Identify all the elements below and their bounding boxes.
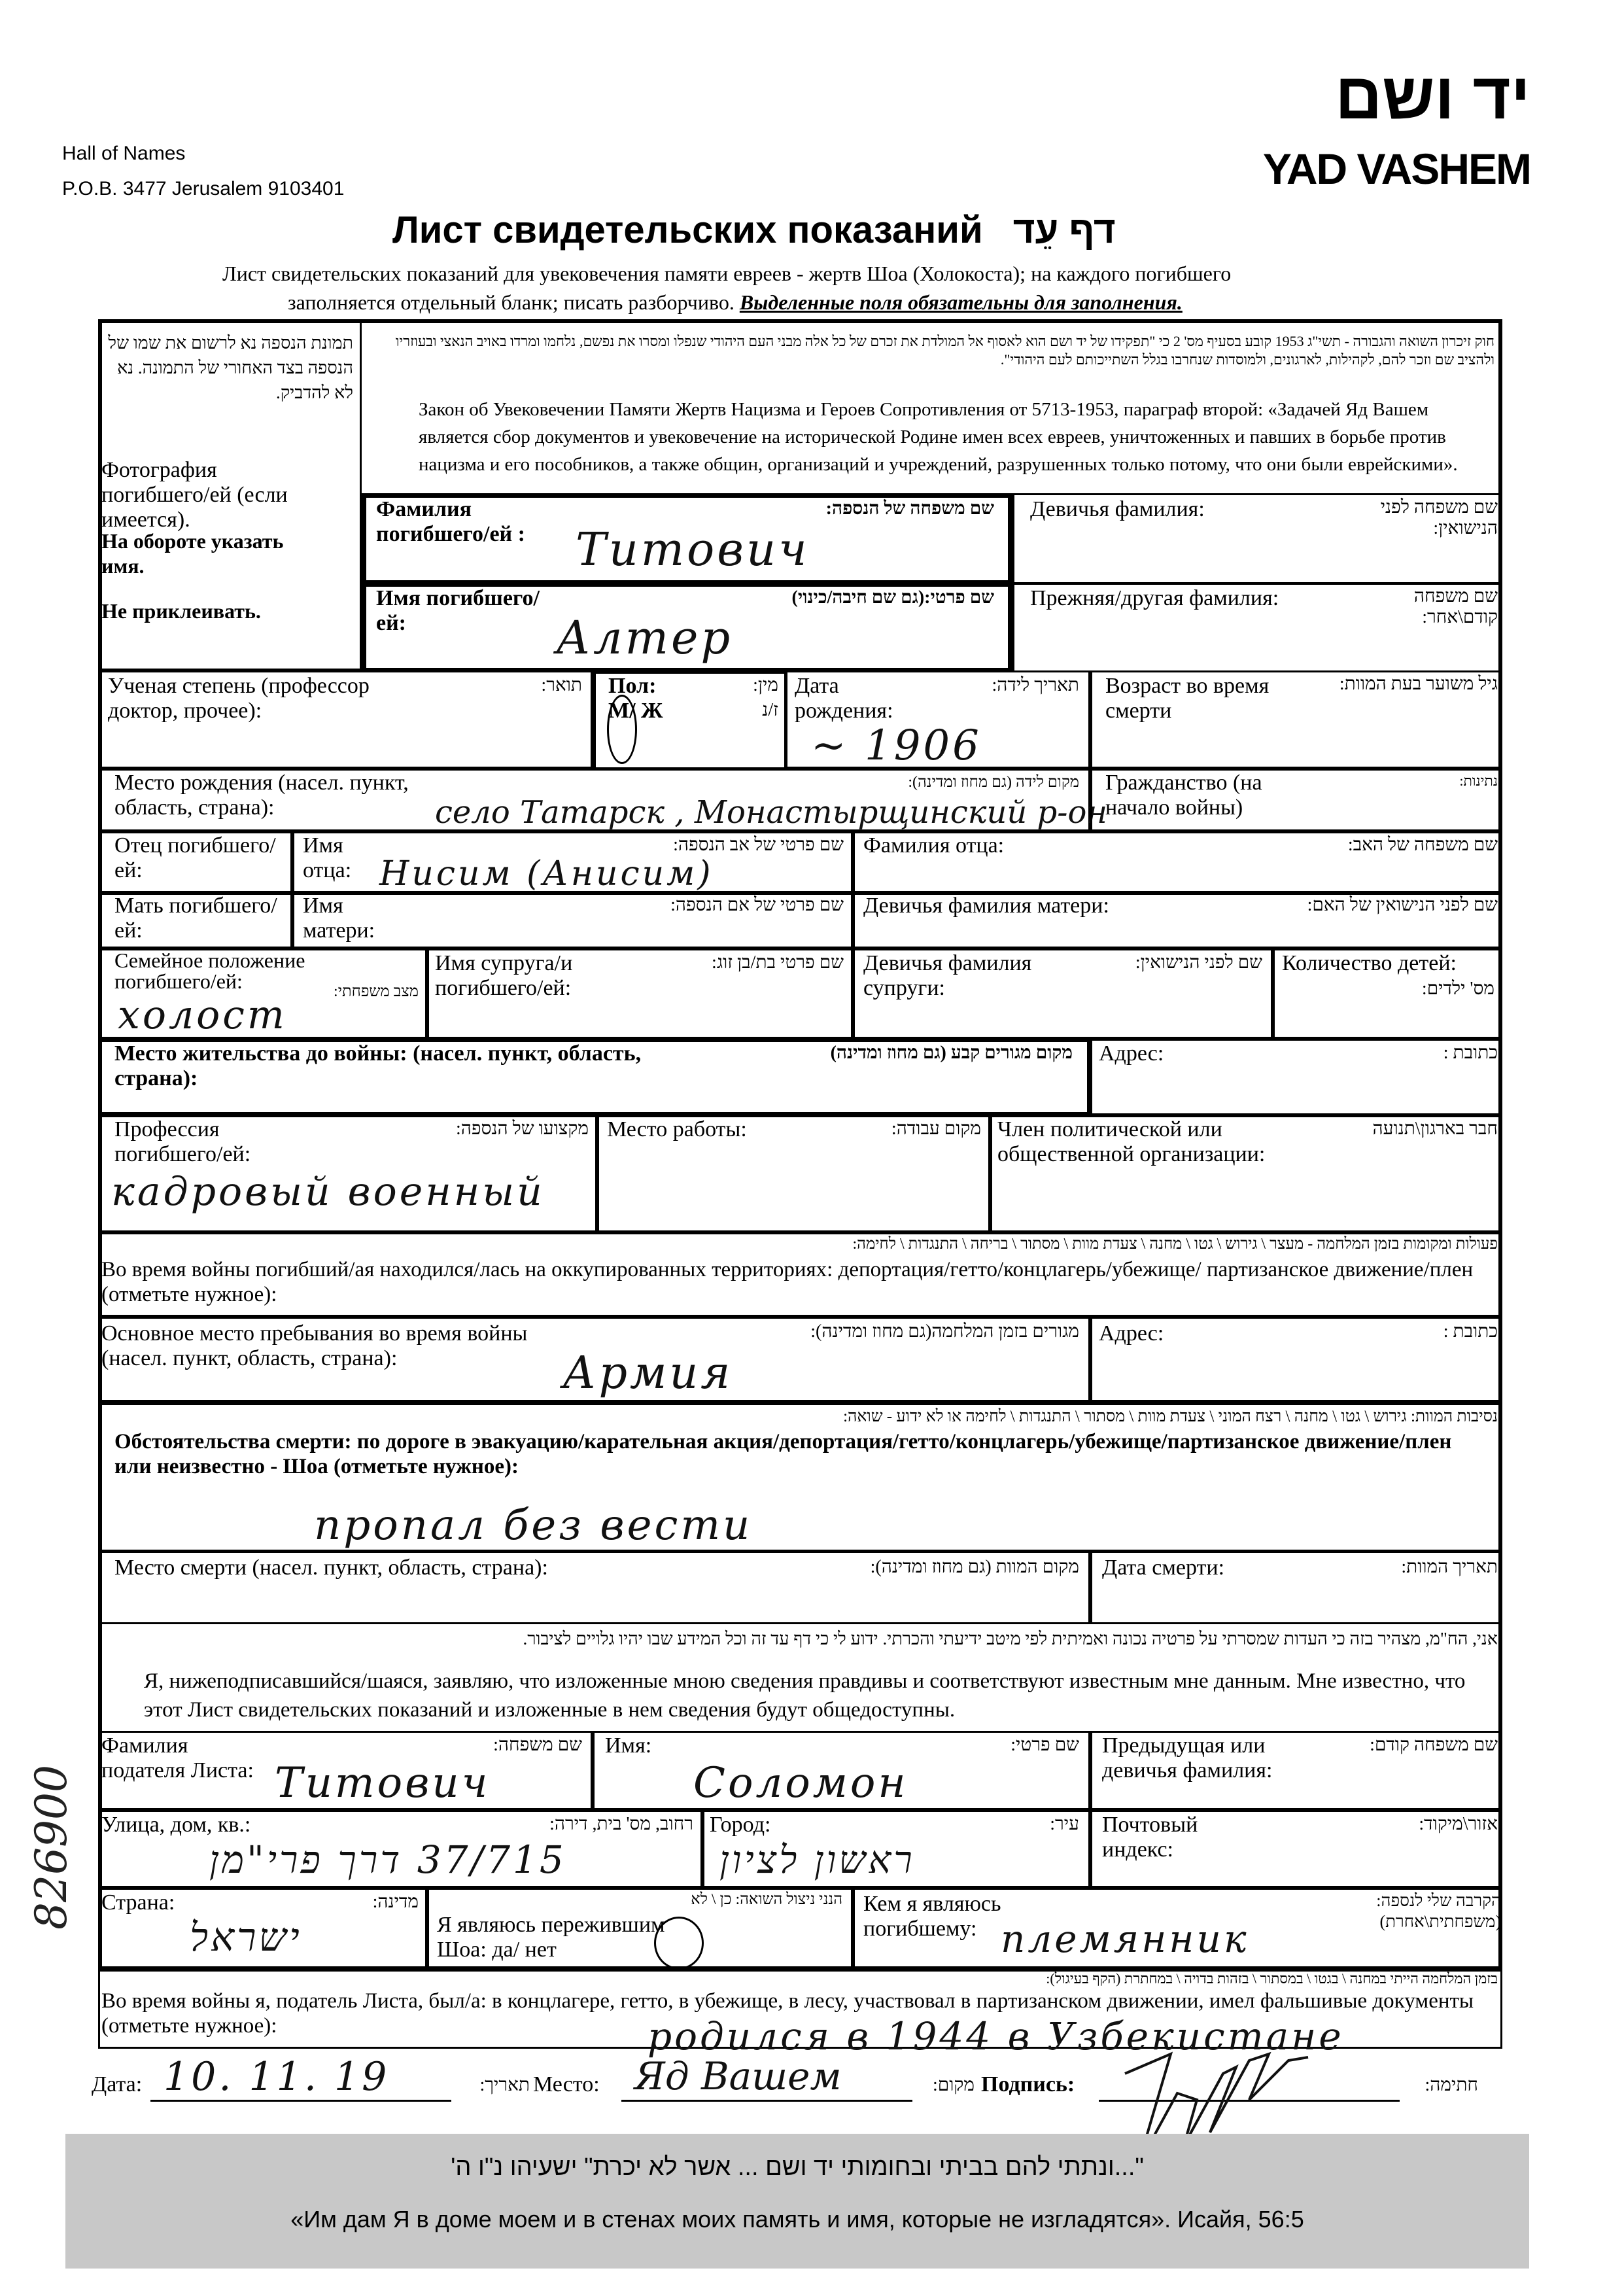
submitter-war-value: родился в 1944 в Узбекистане [648,2014,1344,2059]
death-circumstances-label: Обстоятельства смерти: по дороге в эвакуацию/карательная акция/депортация/гетто/концлагерь/убежище/партизанское движение/плен или неизвестно - Шоа (отметьте нужное): [114,1430,1452,1478]
stamp-hebrew: חתימה: [1425,2075,1478,2095]
margin-record-number: 826900 [26,1765,77,1930]
submitter-street-hebrew: רחוב, מס' בית, דירה: [549,1814,693,1834]
mother-name-hebrew: שם פרטי של אם הנספה: [670,895,844,915]
father-surname-hebrew: שם משפחה של האב: [1347,835,1498,855]
photo-hebrew: תמונת הנספה נא לרשום את שמו של הנספה בצד האחורי של התמונה. נא לא להדביק. [108,333,353,402]
spouse-name-hebrew: שם פרטי בת/בן זוג: [712,952,844,973]
birth-date-value: ~ 1906 [811,722,982,770]
death-circumstances-hebrew: נסיבות המוות: גירוש \ גטו \ מחנה \ רצח המוני \ צעדת מוות \ מסתור \ התנגדות \ לחימה או לא ידוע - שואה: [843,1408,1498,1425]
birth-date-hebrew: תאריך לידה: [992,675,1079,695]
org-address: P.O.B. 3477 Jerusalem 9103401 [62,178,345,200]
victim-surname-label: Фамилия погибшего/ей : [376,497,525,546]
citizenship-hebrew: נתינות: [1459,773,1498,789]
submitter-street-value: 37/715 דרך פרי"מן [209,1837,566,1882]
place-label: Место: [533,2072,600,2096]
children-count-label: Количество детей: [1282,951,1457,975]
spouse-maiden-hebrew: שם לפני הנישואין: [1135,952,1262,973]
survivor-hebrew: הנני ניצול השואה: כן \ לא [691,1891,842,1908]
birthplace-value: село Татарск , Монастырщинский р-он [435,794,1107,831]
residence-address-hebrew: כתובת : [1443,1043,1498,1063]
main-place-address-hebrew: כתובת : [1443,1321,1498,1342]
previous-name-hebrew: שם משפחה קודם\אחר: [1413,586,1498,627]
degree-hebrew: תואר: [541,675,582,695]
declaration-russian: Я, нижеподписавшийся/шаяся, заявляю, что изложенные мною сведения правдивы и соответствуют известным мне данным. Мне известно, что этот Лист свидетельских показаний и изложенные в нем сведения будут общедоступны. [144,1669,1466,1722]
wartime-label: Во время войны погибший/ая находился/лась на оккупированных территориях: депортация/гетто/концлагерь/убежище/ партизанское движение/плен (отметьте нужное): [101,1258,1474,1306]
logo-hebrew: יד ושם [1335,60,1530,133]
victim-surname-hebrew: שם משפחה של הנספה: [825,498,994,519]
degree-label: Ученая степень (профессор доктор, прочее): [108,674,370,723]
spouse-name-label: Имя супруга/и погибшего/ей: [435,951,573,1000]
signature-label: Подпись: [981,2072,1075,2096]
mother-label: Мать погибшего/ей: [114,894,277,943]
spouse-maiden-label: Девичья фамилия супруги: [863,951,1032,1000]
gender-hebrew-options: ז/נ [762,700,778,720]
logo-latin: YAD VASHEM [1262,145,1530,193]
death-date-hebrew: תאריך המוות: [1401,1557,1498,1577]
marital-status-hebrew: מצב משפחתי: [334,983,419,1000]
title-russian: Лист свидетельских показаний [392,209,983,251]
photo-note-noglue: Не приклеивать. [101,599,261,623]
photo-label: Фотография погибшего/ей (если имеется). [101,458,288,532]
place-line [621,2100,912,2102]
previous-name-label: Прежняя/другая фамилия: [1030,586,1279,610]
yad-vashem-logo [1243,59,1530,203]
submitter-name-hebrew: שם פרטי: [1011,1735,1079,1755]
victim-first-name-label: Имя погибшего/ей: [376,586,540,635]
footer-quote-box [65,2134,1529,2269]
mother-name-label: Имя матери: [303,894,375,943]
death-circumstances-value: пропал без вести [314,1501,753,1550]
father-surname-label: Фамилия отца: [863,833,1005,858]
title-hebrew: דף עֵד [1012,209,1116,251]
survivor-label: Я являюсь пережившим Шоа: да/ нет [437,1913,665,1962]
subtitle-2 [288,290,1183,315]
birth-date-label: Дата рождения: [795,674,893,723]
organization-hebrew: חבר בארגון\תנועה [1372,1119,1498,1139]
footer-hebrew: "...ונתתי להם בביתי ובחומותי יד ושם ... אשר לא יכרת" ישעיהו נ"ו ה' [451,2153,1144,2181]
submitter-name-label: Имя: [605,1733,652,1758]
submitter-name-value: Соломон [693,1759,908,1807]
wartime-hebrew: פעולות ומקומות בזמן המלחמה - מעצר \ גירוש \ גטו \ מחנה \ צעדת מוות \ מסתור \ בריחה \ התנגדות \ לחימה: [852,1236,1498,1253]
relation-value: племянник [1001,1917,1249,1961]
residence-hebrew: מקום מגורים קבע (גם מחוז ומדינה) [830,1043,1073,1063]
victim-first-name-value: Алтер [556,611,733,665]
submitter-surname-hebrew: שם משפחה: [493,1735,582,1755]
workplace-hebrew: מקום עבודה: [891,1119,981,1139]
date-hebrew: תאריך: [479,2075,530,2095]
father-name-value: Нисим (Анисим) [379,854,714,894]
gender-male-circle-mark [607,695,637,764]
age-at-death-hebrew: גיל משוער בעת המוות: [1339,674,1498,694]
workplace-label: Место работы: [607,1117,747,1141]
profession-label: Профессия погибшего/ей: [114,1117,251,1166]
submitter-postal-label: Почтовый индекс: [1102,1813,1198,1862]
org-name: Hall of Names [62,143,186,164]
place-value[interactable]: Яд Вашем [634,2054,842,2098]
submitter-country-value: ישראל [190,1915,302,1960]
logo-hebrew-text [1335,59,1530,134]
maiden-name-hebrew: שם משפחה לפני הנישואין: [1380,497,1498,538]
photo-note-name: На обороте указать имя. [101,529,284,578]
profession-hebrew: מקצועו של הנספה: [455,1119,589,1139]
birthplace-label: Место рождения (насел. пункт, область, страна): [114,771,409,820]
submitter-country-hebrew: מדינה: [372,1892,419,1912]
subtitle-emphasis: Выделенные поля обязательны для заполнения. [739,290,1183,314]
subtitle-2-text: заполняется отдельный бланк; писать разборчиво. [288,290,734,314]
main-place-label: Основное место пребывания во время войны (насел. пункт, область, страна): [101,1321,528,1370]
victim-first-name-hebrew: שם פרטי:(גם שם חיבה/כינוי) [791,587,994,608]
submitter-surname-value: Титович [275,1759,491,1807]
relation-hebrew: הקרבה שלי לנספה: (משפחתית\אחרת) [1376,1891,1501,1931]
submitter-city-hebrew: עיר: [1050,1814,1079,1834]
main-place-address-label: Адрес: [1099,1321,1164,1346]
date-line [150,2100,451,2102]
victim-surname-value: Титович [576,523,810,576]
father-label: Отец погибшего/ей: [114,833,276,882]
gender-options: М/ Ж [608,699,663,723]
submitter-war-hebrew: בזמן המלחמה הייתי במחנה \ בגטו \ במסתור \ בזהות בדויה \ במחתרת (הקף בעיגול): [1046,1970,1498,1987]
father-name-hebrew: שם פרטי של אב הנספה: [673,835,844,855]
death-date-label: Дата смерти: [1102,1556,1225,1580]
organization-label: Член политической или общественной организации: [997,1117,1266,1166]
declaration-hebrew: אני, הח"מ, מצהיר בזה כי העדות שמסרתי על פרטיה נכונה ואמיתית לפי מיטב ידיעתי והכרתי. ידוע לי כי דף עד זה וכל המידע שבו יהיו גלויים לציבור. [523,1629,1498,1648]
birthplace-hebrew: מקום לידה (גם מחוז ומדינה): [908,774,1079,791]
profession-value: кадровый военный [111,1169,545,1215]
submitter-surname-label: Фамилия подателя Листа: [101,1733,254,1783]
submitter-city-label: Город: [710,1813,771,1837]
page-title [392,208,1116,252]
gender-label: Пол: [608,674,657,698]
submitter-previous-label: Предыдущая или девичья фамилия: [1102,1733,1273,1783]
date-label: Дата: [92,2072,143,2096]
footer-russian: «Им дам Я в доме моем и в стенах моих память и имя, которые не изгладятся». Исайя, 56:5 [290,2206,1304,2233]
age-at-death-label: Возраст во время смерти [1105,674,1270,723]
mother-maiden-label: Девичья фамилия матери: [863,894,1109,918]
submitter-street-label: Улица, дом, кв.: [101,1813,251,1837]
submitter-country-label: Страна: [101,1890,175,1915]
place-hebrew: מקום: [933,2075,975,2095]
main-place-value: Армия [562,1348,733,1399]
death-place-label: Место смерти (насел. пункт, область, страна): [114,1556,548,1580]
law-hebrew: חוק זיכרון השואה והגבורה - תשי"ג 1953 קובע בסעיף מס' 2 כי "תפקידו של יד ושם הוא לאסוף אל המולדת את זכרם של כל אלה מבני העם היהודי שנפלו ומסרו את נפשם, נלחמו ומרדו באויב הנאצי ובעוזריו ולהציב שם וזכר להם, לקהילות, לארגונים, ולמוסדות שנחרבו בגלל השתייכותם לעם היהודי". [395,333,1494,368]
subtitle-1: Лист свидетельских показаний для увековечения памяти евреев - жертв Шоа (Холокоста); на каждого погибшего [222,262,1232,285]
submitter-war-label: Во время войны я, податель Листа, был/а: в концлагере, гетто, в убежище, в лесу, участвовал в партизанском движении, имел фальшивые документы (отметьте нужное): [101,1989,1474,2038]
submitter-postal-hebrew: אזור\מיקוד: [1419,1814,1498,1834]
residence-address-label: Адрес: [1099,1041,1164,1066]
date-value[interactable]: 10. 11. 19 [164,2054,390,2100]
mother-maiden-hebrew: שם לפני הנישואין של האם: [1307,895,1498,915]
relation-label: Кем я являюсь погибшему: [863,1892,1001,1941]
marital-status-label: Семейное положение погибшего/ей: [114,948,305,993]
citizenship-label: Гражданство (на начало войны) [1105,771,1262,820]
submitter-previous-hebrew: שם משפחה קודם: [1370,1735,1498,1755]
maiden-name-label: Девичья фамилия: [1030,497,1205,521]
submitter-city-value: ראשון לציון [719,1837,915,1882]
children-count-hebrew: מס' ילדים: [1421,979,1494,999]
gender-hebrew: מין: [753,675,778,695]
father-name-label: Имя отца: [303,833,352,882]
law-russian: Закон об Увековечении Памяти Жертв Нацизма и Героев Сопротивления от 5713-1953, параграф второй: «Задачей Яд Вашем является сбор документов и увековечение на исторической Родине имен всех евреев, уничтоженных и павших в борьбе против нацизма и его пособников, а также общин, организаций и учреждений, разрушенных только потому, что они были еврейскими». [419,399,1458,475]
main-place-hebrew: מגורים בזמן המלחמה(גם מחוז ומדינה): [810,1321,1079,1342]
death-place-hebrew: מקום המוות (גם מחוז ומדינה): [870,1557,1079,1577]
residence-label: Место жительства до войны: (насел. пункт, область, страна): [114,1041,642,1090]
marital-status-value: холост [118,992,287,1038]
survivor-no-circle-mark [654,1917,704,1970]
